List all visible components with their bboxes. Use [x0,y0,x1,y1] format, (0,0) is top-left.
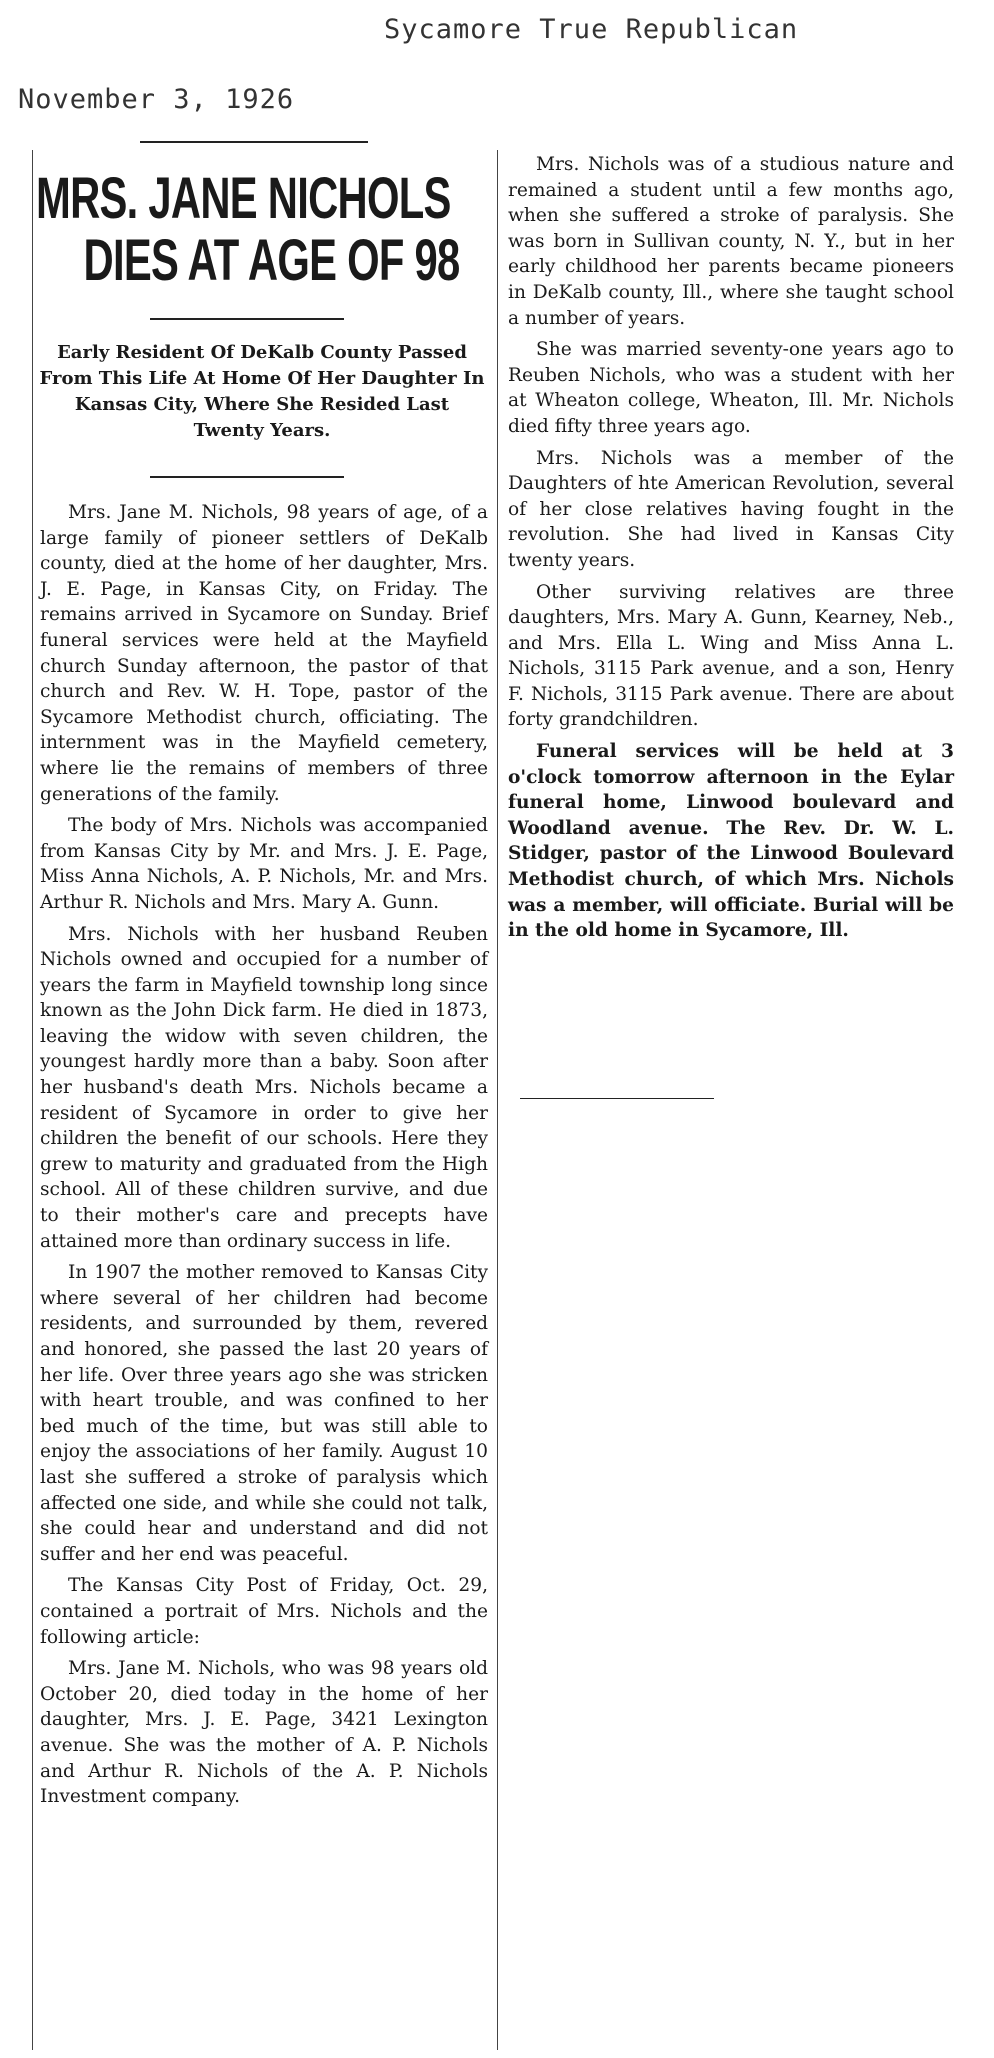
paragraph: Mrs. Nichols was of a studious nature and remained a student until a few months ago, when she suffered a stroke of paralysis. She was born in Sullivan county, N. Y., but in her early childhood her parents became pioneers in DeKalb county, Ill., where she taught school a number of years. [508,154,954,329]
top-rule [140,141,368,143]
deck-rule [150,476,344,478]
left-border [32,150,33,2050]
paragraph: Other surviving relatives are three daughters, Mrs. Mary A. Gunn, Kearney, Neb., and Mrs. Ella L. Wing and Miss Anna L. Nichols, 3115 Park avenue, and a son, Henry F. Nichols, 3115 Park avenue. There are about forty grandchildren. [508,581,954,731]
headline-line-2: DIES AT AGE OF 98 [83,228,460,293]
publication-date: November 3, 1926 [18,84,295,115]
headline-rule [150,318,344,320]
paragraph: She was married seventy-one years ago to Reuben Nichols, who was a student with her at Wheaton college, Wheaton, Ill. Mr. Nichols died fifty three years ago. [508,339,954,437]
paragraph: In 1907 the mother removed to Kansas City where several of her children had become residents, and surrounded by them, revered and honored, she passed the last 20 years of her life. Over three years ago she was stricken with heart trouble, and was confined to her bed much of the time, but was still able to enjoy the associations of her family. August 10 last she suffered a stroke of paralysis which affected one side, and while she could not talk, she could hear and understand and did not suffer and her end was peaceful. [40,1262,488,1565]
paragraph: The body of Mrs. Nichols was accompanied from Kansas City by Mr. and Mrs. J. E. Page, Miss Anna Nichols, A. P. Nichols, Mr. and Mrs. Arthur R. Nichols and Mrs. Mary A. Gunn. [40,815,488,913]
left-column [40,500,488,1816]
headline [36,166,460,293]
column-divider [497,150,498,2050]
paragraph: Mrs. Nichols was a member of the Daughters of hte American Revolution, several of her close relatives having fought in the revolution. She had lived in Kansas City twenty years. [508,447,954,571]
right-column [508,152,954,950]
deck-subheading: Early Resident Of DeKalb County Passed From This Life At Home Of Her Daughter In Kansas City, Where She Resided Last Twenty Years. [39,342,485,441]
headline-line-1: MRS. JANE NICHOLS [36,166,451,231]
end-rule [520,1098,714,1099]
paragraph: Mrs. Nichols with her husband Reuben Nichols owned and occupied for a number of years the farm in Mayfield township long since known as the John Dick farm. He died in 1873, leaving the widow with seven children, the youngest hardly more than a baby. Soon after her husband's death Mrs. Nichols became a resident of Sycamore in order to give her children the benefit of our schools. Here they grew to maturity and graduated from the High school. All of these children survive, and due to their mother's care and precepts have attained more than ordinary success in life. [40,923,488,1252]
newspaper-name: Sycamore True Republican [384,14,799,45]
paragraph: Funeral services will be held at 3 o'clock tomorrow afternoon in the Eylar funeral home, Linwood boulevard and Woodland avenue. The Rev. Dr. W. L. Stidger, pastor of the Linwood Boulevard Methodist church, of which Mrs. Nichols was a member, will officiate. Burial will be in the old home in Sycamore, Ill. [508,741,954,942]
paragraph: Mrs. Jane M. Nichols, 98 years of age, of a large family of pioneer settlers of DeKalb county, died at the home of her daughter, Mrs. J. E. Page, in Kansas City, on Friday. The remains arrived in Sycamore on Sunday. Brief funeral services were held at the Mayfield church Sunday afternoon, the pastor of that church and Rev. W. H. Tope, pastor of the Sycamore Methodist church, officiating. The internment was in the Mayfield cemetery, where lie the remains of members of three generations of the family. [40,502,488,805]
paragraph: The Kansas City Post of Friday, Oct. 29, contained a portrait of Mrs. Nichols and the following article: [40,1575,488,1648]
paragraph: Mrs. Jane M. Nichols, who was 98 years old October 20, died today in the home of her daughter, Mrs. J. E. Page, 3421 Lexington avenue. She was the mother of A. P. Nichols and Arthur R. Nichols of the A. P. Nichols Investment company. [40,1658,488,1808]
